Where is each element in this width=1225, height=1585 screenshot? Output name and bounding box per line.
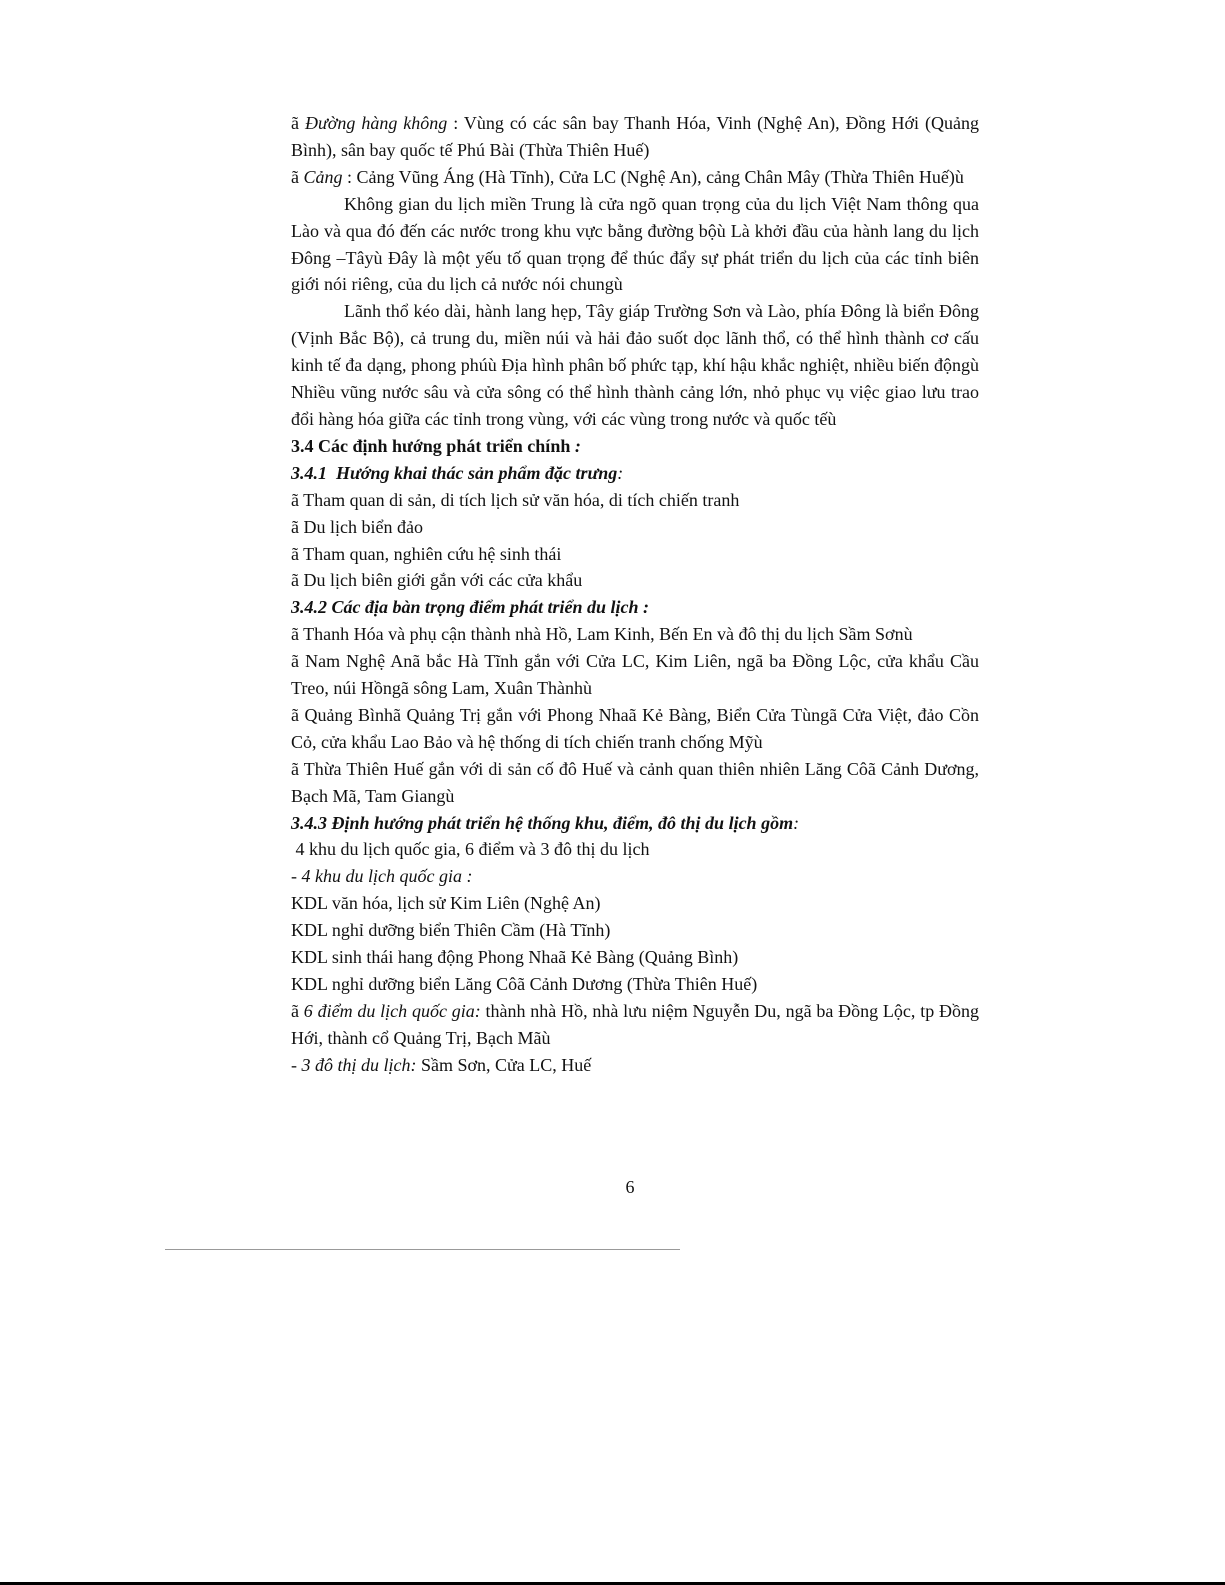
- port-text: : Cảng Vũng Áng (Hà Tĩnh), Cửa LC (Nghệ An), cảng Chân Mây (Thừa Thiên Huế)ù: [342, 166, 964, 187]
- cities-text: Sầm Sơn, Cửa LC, Huế: [416, 1054, 592, 1075]
- document-body: [291, 110, 984, 1079]
- points-text: thành nhà Hồ, nhà lưu niệm Nguyễn Du, ngã ba Đồng Lộc, tp Đồng Hới, thành cổ Quảng Trị, Bạch Mãù: [291, 1000, 984, 1048]
- list-item: ã Thừa Thiên Huế gắn với di sản cố đô Huế và cảnh quan thiên nhiên Lăng Côã Cảnh Dương, Bạch Mã, Tam Giangù: [291, 758, 984, 806]
- body-paragraph-2: Lãnh thổ kéo dài, hành lang hẹp, Tây giáp Trường Sơn và Lào, phía Đông là biển Đông (Vịnh Bắc Bộ), cả trung du, miền núi và hải đảo suốt dọc lãnh thổ, có thể hình thành cơ cấu kinh tế đa dạng, phong phúù Địa hình phân bố phức tạp, khí hậu khắc nghiệt, nhiều biến độngù Nhiều vũng nước sâu và cửa sông có thể hình thành cảng lớn, nhỏ phục vụ việc giao lưu trao đổi hàng hóa giữa các tỉnh trong vùng, với các vùng trong nước và quốc tếù: [291, 301, 984, 429]
- list-item: KDL nghỉ dưỡng biển Thiên Cầm (Hà Tĩnh): [291, 920, 611, 941]
- section-heading-3-4-2: 3.4.2 Các địa bàn trọng điểm phát triển du lịch :: [291, 597, 650, 618]
- summary-line: 4 khu du lịch quốc gia, 6 điểm và 3 đô thị du lịch: [291, 839, 650, 860]
- section-title: 3.4.3 Định hướng phát triển hệ thống khu, điểm, đô thị du lịch gồm: [291, 812, 794, 833]
- list-item: KDL nghỉ dưỡng biển Lăng Côã Cảnh Dương (Thừa Thiên Huế): [291, 974, 758, 994]
- section-suffix: :: [793, 812, 800, 833]
- section-heading-3-4: [291, 433, 979, 460]
- cities-label: - 3 đô thị du lịch:: [291, 1054, 417, 1075]
- section-heading-3-4-1: [291, 460, 979, 487]
- list-item: KDL sinh thái hang động Phong Nhaã Kẻ Bàng (Quảng Bình): [291, 947, 739, 968]
- list-item: ã Thanh Hóa và phụ cận thành nhà Hồ, Lam Kinh, Bến En và đô thị du lịch Sầm Sơnù: [291, 624, 913, 645]
- section-suffix: :: [570, 435, 581, 456]
- list-item: ã Nam Nghệ Anã bắc Hà Tĩnh gắn với Cửa LC, Kim Liên, ngã ba Đồng Lộc, cửa khẩu Cầu Treo, núi Hồngã sông Lam, Xuân Thànhù: [291, 651, 984, 699]
- section-title: 3.4 Các định hướng phát triển chính: [291, 435, 571, 456]
- bullet: ã: [291, 166, 304, 187]
- list-item: ã Du lịch biển đảo: [291, 516, 423, 537]
- points-label: 6 điểm du lịch quốc gia:: [303, 1000, 481, 1021]
- airport-label: Đường hàng không: [304, 113, 448, 133]
- bullet: ã: [291, 1000, 304, 1021]
- footer-divider: [165, 1249, 680, 1250]
- list-item: ã Tham quan di sản, di tích lịch sử văn hóa, di tích chiến tranh: [291, 489, 740, 510]
- bullet: ã: [291, 113, 305, 133]
- zones-heading: - 4 khu du lịch quốc gia :: [291, 866, 473, 887]
- list-item: ã Quảng Bìnhã Quảng Trị gắn với Phong Nhaã Kẻ Bàng, Biển Cửa Tùngã Cửa Việt, đảo Cồn Cỏ, cửa khẩu Lao Bảo và hệ thống di tích chiến tranh chống Mỹù: [291, 704, 984, 752]
- port-paragraph: [291, 164, 979, 191]
- airport-paragraph: [291, 110, 984, 164]
- page-number: 6: [625, 1177, 635, 1197]
- section-heading-3-4-3: [291, 810, 979, 837]
- port-label: Cảng: [303, 166, 343, 187]
- list-item: ã Tham quan, nghiên cứu hệ sinh thái: [291, 543, 562, 564]
- section-suffix: :: [617, 462, 624, 483]
- airport-text: : Vùng có các sân bay Thanh Hóa, Vinh (Nghệ An), Đồng Hới (Quảng Bình), sân bay quốc tế Phú Bài (Thừa Thiên Huế): [291, 113, 984, 160]
- body-paragraph-1: Không gian du lịch miền Trung là cửa ngõ quan trọng của du lịch Việt Nam thông qua Lào và qua đó đến các nước trong khu vực bằng đường bộù Là khởi đầu của hành lang du lịch Đông –Tâyù Đây là một yếu tố quan trọng để thúc đẩy sự phát triển du lịch của các tỉnh biên giới nói riêng, của du lịch cả nước nói chungù: [291, 193, 984, 295]
- list-item: KDL văn hóa, lịch sử Kim Liên (Nghệ An): [291, 893, 601, 914]
- cities-line: [291, 1052, 979, 1079]
- list-item: ã Du lịch biên giới gắn với các cửa khẩu: [291, 570, 583, 591]
- section-title: 3.4.1 Hướng khai thác sản phẩm đặc trưng: [291, 462, 618, 483]
- points-paragraph: [291, 998, 984, 1052]
